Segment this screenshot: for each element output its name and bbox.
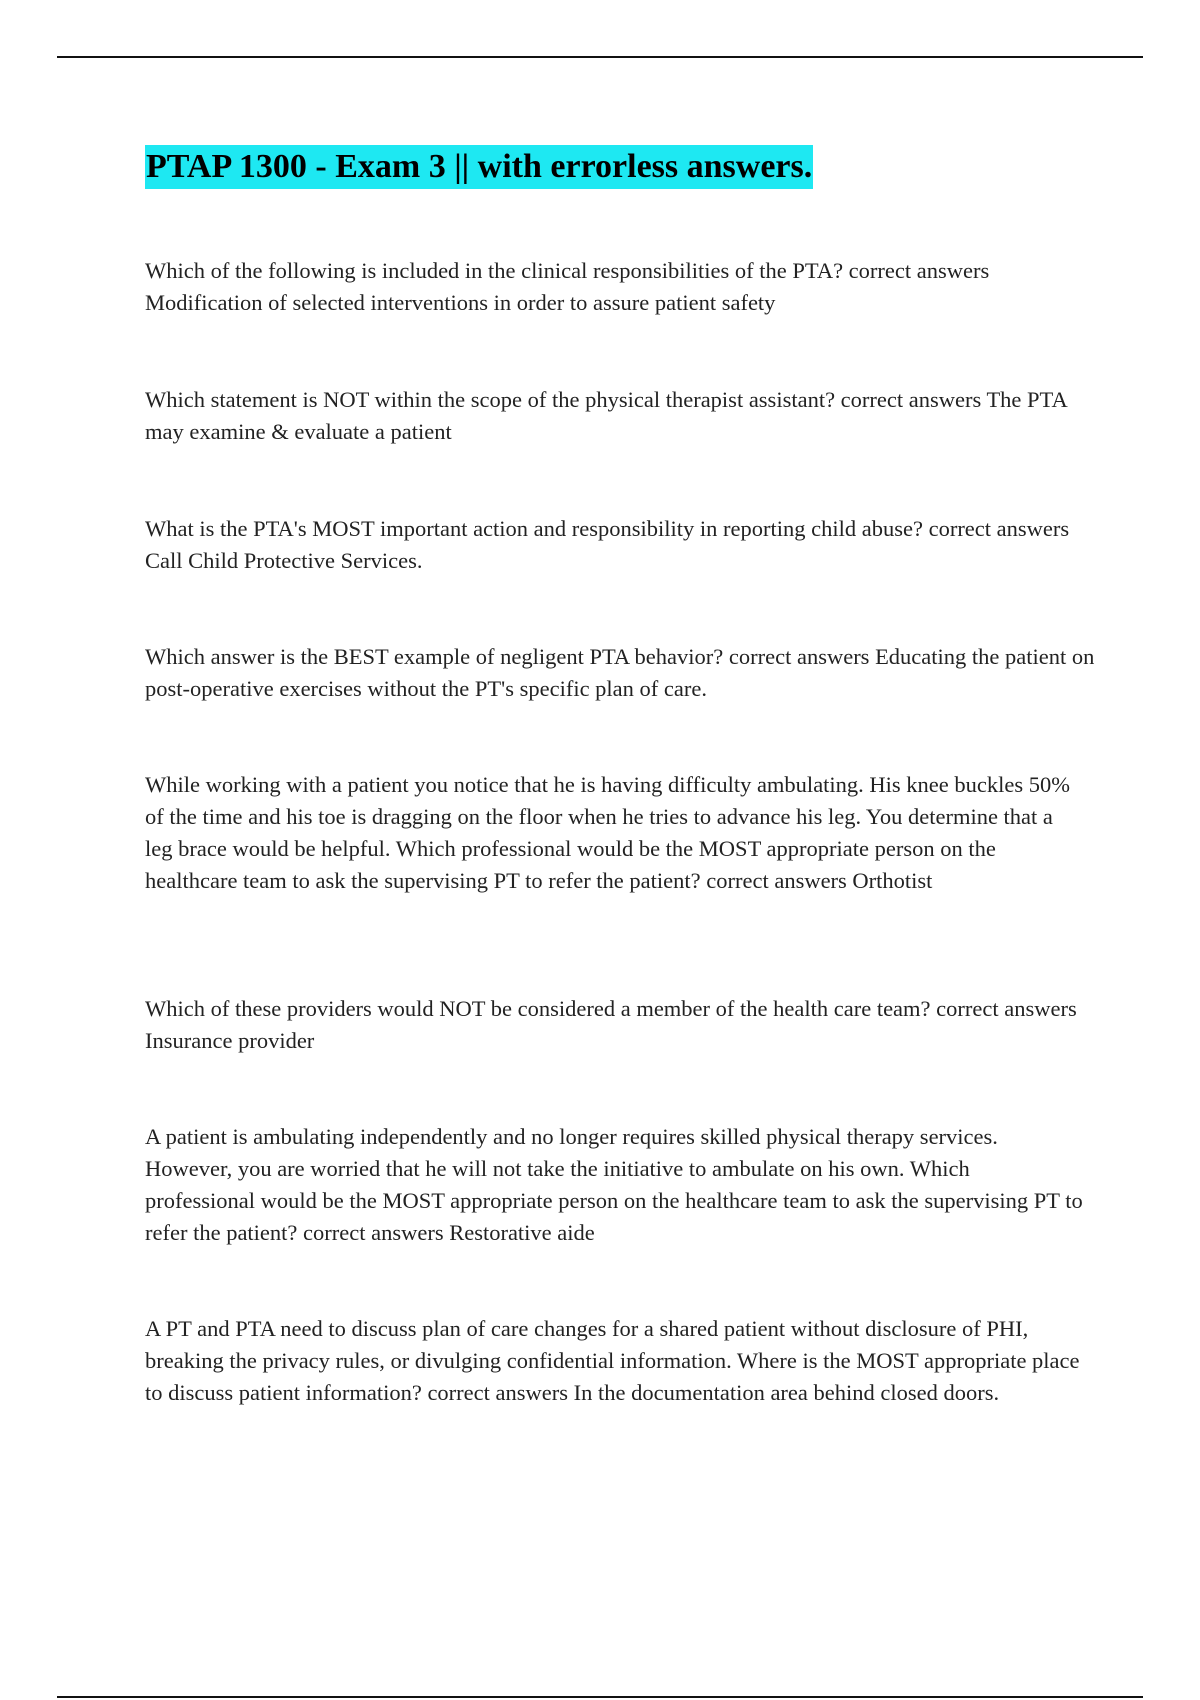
question-answer-6: Which of these providers would NOT be considered a member of the health care team? correct answers Insurance provider	[145, 996, 1077, 1053]
question-answer-4: Which answer is the BEST example of negligent PTA behavior? correct answers Educating the patient on post-operative exercises without the PT's specific plan of care.	[145, 644, 1095, 701]
question-answer-8: A PT and PTA need to discuss plan of care changes for a shared patient without disclosure of PHI, breaking the privacy rules, or divulging confidential information. Where is the MOST appropriate place to discuss patient information? correct answers In the documentation area behind closed doors.	[145, 1316, 1080, 1405]
question-answer-2: Which statement is NOT within the scope of the physical therapist assistant? correct answers The PTA may examine & evaluate a patient	[145, 387, 1067, 444]
bottom-rule	[57, 1696, 1143, 1698]
document-title: PTAP 1300 - Exam 3 || with errorless answers.	[145, 145, 813, 189]
question-answer-3: What is the PTA's MOST important action and responsibility in reporting child abuse? correct answers Call Child Protective Services.	[145, 516, 1070, 573]
question-answer-5: While working with a patient you notice that he is having difficulty ambulating. His knee buckles 50% of the time and his toe is dragging on the floor when he tries to advance his leg. You determine that a leg brace would be helpful. Which professional would be the MOST appropriate person on the healthcare team to ask the supervising PT to refer the patient? correct answers Orthotist	[145, 772, 1071, 893]
question-answer-1: Which of the following is included in the clinical responsibilities of the PTA? correct answers Modification of selected interventions in order to assure patient safety	[145, 258, 990, 315]
question-answer-7: A patient is ambulating independently and no longer requires skilled physical therapy services. However, you are worried that he will not take the initiative to ambulate on his own. Which professional would be the MOST appropriate person on the healthcare team to ask the supervising PT to refer the patient? correct answers Restorative aide	[145, 1124, 1083, 1245]
top-rule	[57, 56, 1143, 58]
